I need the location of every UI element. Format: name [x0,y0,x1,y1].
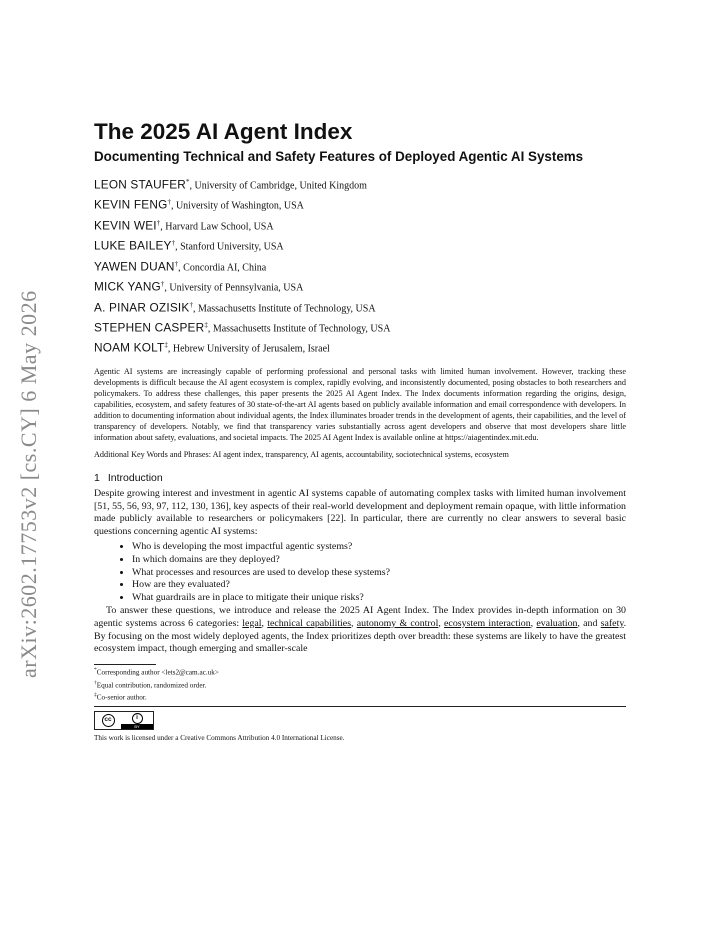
index-paragraph [94,605,626,656]
separator: , [261,617,268,629]
author-affiliation: , Concordia AI, China [178,262,267,274]
author-list [94,174,626,358]
author-name: STEPHEN CASPER [94,320,205,335]
by-label: BY [121,724,153,729]
question-list [94,541,626,605]
by-icon-area [121,712,153,729]
separator: , [438,617,445,629]
author-affiliation: , Hebrew University of Jerusalem, Israel [167,343,330,355]
list-item: • What guardrails are in place to mitigate their unique risks? [132,592,626,605]
author-mark: † [171,239,176,248]
author-affiliation: , University of Washington, USA [170,200,304,212]
paper-subtitle: Documenting Technical and Safety Features of Deployed Agentic AI Systems [94,149,584,164]
footnote-text: Co-senior author. [96,693,147,702]
author-mark: † [160,280,165,289]
category-link-ecosystem-interaction[interactable]: ecosystem interaction [444,617,531,629]
footnote-text: Equal contribution, randomized order. [96,680,207,689]
list-item: • How are they evaluated? [132,579,626,592]
section-title: Introduction [107,471,163,484]
author-mark: * [185,178,190,186]
author-name: NOAM KOLT [94,340,165,355]
by-icon-top [121,712,153,724]
cc-by-badge[interactable] [94,711,154,730]
separator: , [351,617,357,629]
author-mark: † [174,259,179,268]
category-link-legal[interactable]: legal [242,617,262,629]
author-mark: ‡ [204,320,208,329]
author-line [94,235,626,255]
author-line [94,256,626,276]
list-item: • In which domains are they deployed? [132,554,626,567]
footnote-mark: ‡ [94,691,97,698]
author-name: KEVIN FENG [94,197,168,212]
attribution-icon: i [132,713,143,724]
list-item: • Who is developing the most impactful agentic systems? [132,541,626,554]
paragraph-text: To answer these questions, we introduce and release the 2025 AI Agent Index. The Index provides in-depth information on 30 agentic systems across 6 categories: [94,604,626,629]
footnote-mark: † [94,679,97,686]
author-line [94,194,626,214]
footnote [94,678,626,690]
author-line [94,297,626,317]
keywords: Additional Key Words and Phrases: AI agent index, transparency, AI agents, accountability, sociotechnical systems, ecosystem [94,449,509,459]
author-affiliation: , University of Pennsylvania, USA [164,282,304,294]
author-affiliation: , Stanford University, USA [175,241,284,253]
license-divider [94,706,626,707]
category-link-safety[interactable]: safety [600,617,624,629]
author-name: YAWEN DUAN [94,259,175,274]
author-mark: ‡ [164,341,168,350]
author-line [94,337,626,357]
footnote-mark: * [94,667,97,674]
footnote [94,665,626,677]
separator: , and [577,617,601,629]
author-affiliation: , Massachusetts Institute of Technology, USA [192,302,376,314]
author-mark: † [189,300,193,309]
footnote [94,690,626,702]
author-name: MICK YANG [94,279,161,294]
author-line [94,276,626,296]
cc-icon: cc [102,714,115,727]
author-name: LUKE BAILEY [94,238,172,253]
cc-icon-area [95,712,121,729]
section-heading [94,472,626,484]
section-number: 1 [94,471,100,484]
author-mark: † [156,218,161,227]
author-line [94,215,626,235]
author-name: KEVIN WEI [94,218,157,233]
author-line [94,317,626,337]
paper-title: The 2025 AI Agent Index [94,119,353,144]
paragraph-text: . By focusing on the most widely deployed agents, the Index prioritizes depth over breadth: these systems are likely to have the greatest ecosystem impact, though emerging and smaller-scale [94,617,627,655]
author-line [94,174,626,194]
footnote-text: Corresponding author <lets2@cam.ac.uk> [96,668,219,677]
paper-page [94,118,626,742]
list-item: • What processes and resources are used to develop these systems? [132,567,626,580]
author-name: A. PINAR OZISIK [94,299,190,314]
author-affiliation: , Harvard Law School, USA [160,221,274,233]
category-link-autonomy-control[interactable]: autonomy & control [356,617,439,629]
author-name: LEON STAUFER [94,177,186,192]
category-link-technical-capabilities[interactable]: technical capabilities [267,617,352,629]
author-affiliation: , Massachusetts Institute of Technology, USA [207,323,391,335]
arxiv-side-label: arXiv:2602.17753v2 [cs.CY] 6 May 2026 [16,290,41,678]
author-affiliation: , University of Cambridge, United Kingdom [189,180,367,192]
intro-paragraph: Despite growing interest and investment in agentic AI systems capable of automating complex tasks with limited human involvement [51, 55, 56, 93, 97, 112, 130, 136], key aspects of their real-world development and deployment remain opaque, with little information made publicly available to researchers or policymakers [22]. In particular, there are currently no clear answers to several basic questions concerning agentic AI systems: [94,487,626,538]
category-link-evaluation[interactable]: evaluation [536,617,578,629]
author-mark: † [167,198,171,207]
separator: , [530,617,537,629]
abstract: Agentic AI systems are increasingly capable of performing professional and personal tasks with limited human involvement. However, tracking these developments is difficult because the AI agent ecosystem is complex, rapidly evolving, and inconsistently documented, posing obstacles to both researchers and policymakers. To address these challenges, this paper presents the 2025 AI Agent Index. The Index documents information regarding the origins, design, capabilities, ecosystem, and safety features of 30 state-of-the-art AI agents based on publicly available information and email correspondence with developers. In addition to documenting information about individual agents, the Index illuminates broader trends in the development of agents, their capabilities, and the level of transparency of developers. Notably, we find that transparency varies substantially across agent developers and observe that most developers share little information about safety, evaluations, and societal impacts. The 2025 AI Agent Index is available online at https://aiagentindex.mit.edu. [94,366,626,442]
license-text: This work is licensed under a Creative Commons Attribution 4.0 International License. [94,734,345,743]
